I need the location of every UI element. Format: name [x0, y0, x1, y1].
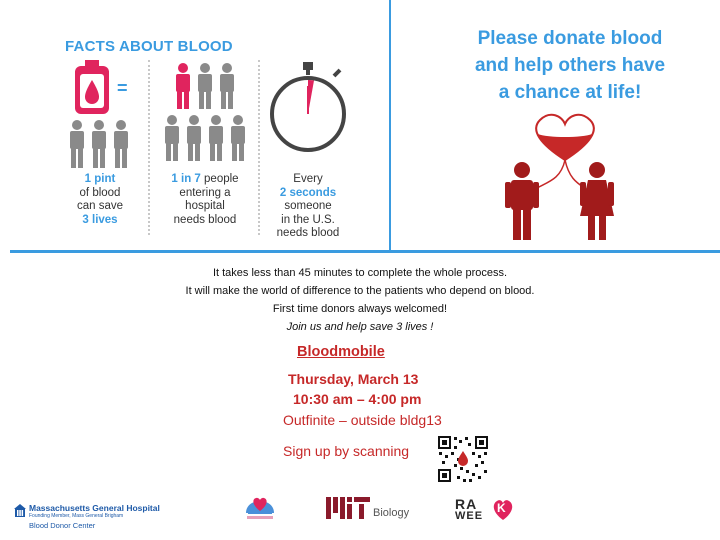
event-title: Bloodmobile	[297, 344, 385, 360]
fact-pint-line2: of blood	[79, 186, 121, 199]
mit-biology-logo	[326, 497, 426, 523]
facts-title: FACTS ABOUT BLOOD	[65, 38, 233, 55]
headline-line2: and help others have	[474, 55, 666, 76]
fact-two-seconds-text	[263, 173, 353, 241]
fact-one-in-seven-line3: hospital	[185, 200, 225, 212]
headline-line1: Please donate blood	[477, 28, 663, 49]
fact-two-seconds-line3: someone	[284, 200, 332, 212]
rak-week-logo	[455, 496, 525, 526]
fact-one-in-seven-text	[155, 173, 255, 227]
fact-two-seconds-line5: needs blood	[276, 227, 340, 239]
mit-icon	[326, 497, 370, 519]
fact-two-seconds-line4: in the U.S.	[281, 213, 335, 226]
vertical-divider	[389, 0, 391, 252]
fact-one-in-seven-rest: people	[200, 173, 239, 185]
event-date: Thursday, March 13	[288, 371, 419, 387]
donor-couple-icon	[500, 112, 630, 242]
fact-one-in-seven-line2: entering a	[179, 186, 231, 199]
fact-pint-highlight2: 3 lives	[82, 213, 118, 226]
event-time: 10:30 am – 4:00 pm	[293, 391, 422, 407]
event-location: Outfinite – outside bldg13	[283, 412, 442, 428]
fact-two-seconds-line1: Every	[293, 173, 323, 185]
headline-line3: a chance at life!	[498, 82, 642, 103]
equals-sign: =	[117, 78, 128, 98]
rak-line1: RA	[455, 496, 478, 512]
fact-pint-highlight: 1 pint	[84, 173, 116, 185]
dotted-divider-2	[258, 60, 260, 235]
horizontal-divider	[10, 250, 720, 253]
qr-code-icon[interactable]	[437, 435, 489, 483]
rak-line2: WEE	[455, 510, 484, 522]
signup-text: Sign up by scanning	[283, 443, 410, 459]
mgh-name: Massachusetts General Hospital	[29, 503, 160, 513]
headline	[420, 25, 720, 106]
fact-pint-text	[60, 173, 140, 227]
rak-k: K	[497, 501, 506, 515]
people-pyramid-icon	[160, 62, 250, 172]
fact-one-in-seven-highlight: 1 in 7	[171, 173, 201, 185]
fact-one-in-seven-line4: needs blood	[173, 213, 237, 226]
body-line-3: First time donors always welcomed!	[272, 303, 448, 315]
body-line-2: It will make the world of difference to the patients who depend on blood.	[185, 285, 535, 297]
blood-bag-icon	[72, 60, 112, 121]
mgh-building-icon	[14, 504, 26, 518]
fact-pint-line3: can save	[76, 200, 124, 212]
mit-health-logo	[242, 487, 278, 523]
people-group-col1	[66, 120, 132, 170]
stopwatch-icon	[268, 62, 348, 154]
dotted-divider-1	[148, 60, 150, 235]
fact-two-seconds-highlight: 2 seconds	[279, 186, 337, 199]
mgh-sub: Founding Member, Mass General Brigham	[29, 513, 124, 519]
mit-biology-text: Biology	[373, 507, 410, 519]
mgh-center: Blood Donor Center	[29, 521, 96, 530]
body-line-4: Join us and help save 3 lives !	[286, 321, 434, 333]
body-line-1: It takes less than 45 minutes to complete the whole process.	[212, 267, 508, 279]
